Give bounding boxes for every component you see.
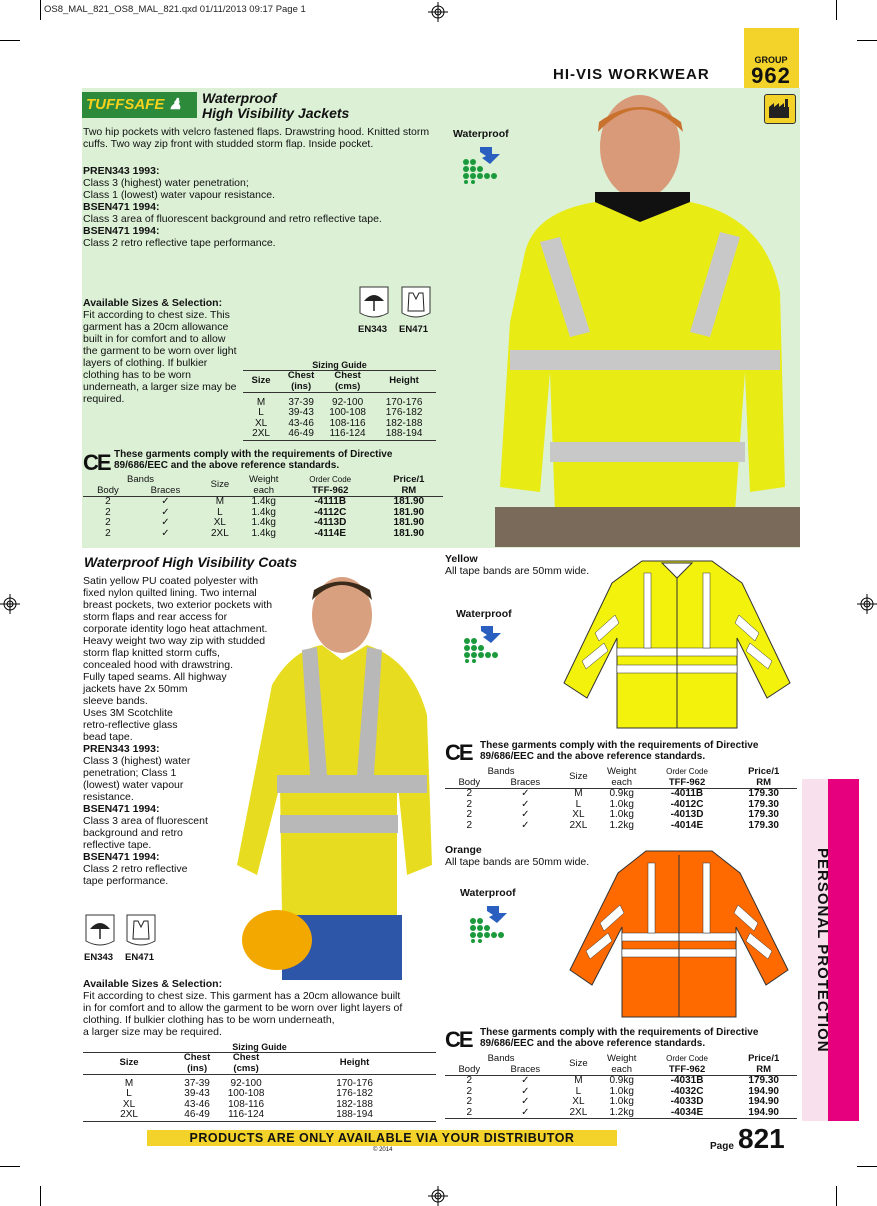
table-row: 2 ✓ M 1.4kg -4111B 181.90 — [105, 496, 425, 507]
footer-banner: PRODUCTS ARE ONLY AVAILABLE VIA YOUR DISTRIBUTOR — [147, 1130, 617, 1146]
std-text: Class 3 area of fluorescent background and retro reflective tape. — [83, 213, 382, 225]
col-header: Price/1 — [748, 1053, 780, 1064]
ce-mark-icon: CE — [445, 1027, 472, 1052]
col-header: Height — [339, 1057, 370, 1069]
orange-heading: Orange — [445, 844, 482, 856]
col-header: TFF-962 — [668, 1063, 706, 1075]
col-header: Weight each — [249, 474, 279, 496]
table-row: 2 ✓ 2XL 1.2kg -4034E 194.90 — [445, 1108, 797, 1119]
umbrella-icon — [84, 913, 116, 949]
orange-subtext: All tape bands are 50mm wide. — [445, 856, 590, 868]
crop-mark — [0, 1166, 20, 1167]
table-row: XL 43-46 108-116 182-188 — [254, 417, 423, 429]
registration-mark-icon — [0, 594, 20, 614]
jacket-sizing-guide — [243, 360, 436, 441]
coat-description: Satin yellow PU coated polyester with fixed nylon quilted lining. Two internal breast pockets, two exterior pockets with storm flaps and rear access for corporate identity logo heat attachment. Heavy weight two way zip with studded storm flap knitted storm cuffs, concealed hood with drawstring. Fully taped seams. All highway jackets have 2x 50mm sleeve bands. Uses 3M Scotchlite retro-reflective glass bead tape. PREN343 1993: Class 3 (highest) water penetration; Class 1 (lowest) water vapour resistance. BSEN471 1994: Class 3 area of fluorescent background and retro reflective tape. BSEN471 1994: Class 2 retro reflective tape performance. — [83, 575, 273, 887]
col-header: Size — [251, 375, 271, 387]
crop-mark — [857, 1166, 877, 1167]
waterproof-icon — [463, 623, 505, 663]
table-row: 2 ✓ XL 1.0kg -4013D 179.30 — [466, 809, 779, 820]
ce-mark-icon: CE — [445, 740, 472, 765]
col-header: Height — [389, 375, 419, 387]
table-row: 2XL 46-49 116-124 188-194 — [83, 1110, 436, 1121]
table-row: 2 ✓ 2XL 1.4kg -4114E 181.90 — [105, 527, 425, 539]
coat-photo — [232, 575, 437, 980]
jacket-description: Two hip pockets with velcro fastened flaps. Drawstring hood. Knitted storm cuffs. Two way zip front with studded storm flap. Inside pocket. — [83, 126, 430, 150]
col-header: Order Code — [309, 475, 352, 484]
group-label: GROUP — [754, 55, 788, 65]
sizing-guide-title: Sizing Guide — [232, 1042, 287, 1052]
orange-order-table — [445, 1054, 797, 1119]
table-row: M 37-39 92-100 170-176 — [256, 396, 423, 408]
col-header: Chest (ins) — [183, 1052, 211, 1074]
icon-label-en343: EN343 — [358, 324, 388, 335]
crop-mark — [0, 40, 20, 41]
copyright: © 2014 — [373, 1147, 393, 1153]
orange-ce-text: These garments comply with the requirements of Directive 89/686/EEC and the above reference standards. — [480, 1027, 759, 1049]
col-header: Order Code — [666, 767, 708, 776]
std-text: Class 2 retro reflective tape performance. — [83, 237, 276, 249]
col-header: Body — [458, 1063, 481, 1075]
yellow-heading: Yellow — [445, 553, 478, 565]
col-header: Chest (cms) — [334, 370, 361, 392]
crop-mark — [40, 0, 41, 20]
side-tab-label: PERSONAL PROTECTION — [814, 847, 831, 1053]
col-header: Size — [210, 479, 230, 491]
col-header: Bands — [487, 766, 515, 777]
coat-title: Waterproof High Visibility Coats — [84, 554, 298, 570]
col-header: Braces — [510, 776, 541, 788]
brand-logo: TUFFSAFE ♟ — [82, 92, 197, 118]
jacket-photo — [495, 92, 800, 547]
col-header: Body — [97, 484, 119, 496]
col-header: Weight each — [606, 766, 637, 788]
jacket-standards — [83, 165, 443, 249]
col-header: Braces — [150, 484, 181, 496]
table-row: 2 ✓ M 0.9kg -4031B 179.30 — [466, 1075, 779, 1086]
col-header: Size — [119, 1057, 139, 1069]
file-header: OS8_MAL_821_OS8_MAL_821.qxd 01/11/2013 09:17 Page 1 — [44, 4, 306, 15]
col-header: Price/1 — [393, 474, 425, 485]
col-header: Body — [458, 776, 481, 788]
col-header: Braces — [510, 1063, 541, 1075]
registration-mark-icon — [857, 594, 877, 614]
col-header: Bands — [487, 1053, 515, 1064]
waterproof-label: Waterproof — [453, 128, 509, 140]
col-header: Price/1 — [748, 766, 780, 777]
vest-icon — [400, 285, 432, 321]
table-row: L 39-43 100-108 176-182 — [258, 407, 423, 418]
col-header: Chest (cms) — [232, 1052, 260, 1074]
sizing-guide-title: Sizing Guide — [312, 360, 367, 370]
table-row: 2 ✓ L 1.0kg -4012C 179.30 — [466, 798, 779, 810]
ce-mark-icon: CE — [83, 450, 110, 475]
umbrella-icon — [358, 285, 390, 321]
table-row: 2 ✓ L 1.4kg -4112C 181.90 — [105, 506, 425, 518]
col-header: Weight each — [606, 1053, 637, 1075]
col-header: TFF-962 — [668, 776, 706, 788]
crop-mark — [836, 1186, 837, 1206]
page-label: Page — [710, 1141, 734, 1152]
yellow-order-table — [445, 767, 797, 831]
table-row: M 37-39 92-100 170-176 — [124, 1077, 373, 1089]
col-header: RM — [401, 484, 417, 496]
sizes-heading: Available Sizes & Selection: — [83, 297, 223, 309]
col-header: Size — [569, 771, 588, 783]
coat-sizes-block: Available Sizes & Selection: Fit according to chest size. This garment has a 20cm allowance built in for comfort and to allow the garment to be worn over light layers of clothing. If bulkier clothing has to be worn underneath, a larger size may be required. — [83, 978, 403, 1038]
sizing-table — [243, 370, 436, 441]
yellow-coat-illustration — [562, 553, 792, 733]
crop-mark — [857, 40, 877, 41]
jacket-order-table — [83, 475, 443, 539]
waterproof-icon — [469, 903, 511, 943]
waterproof-label: Waterproof — [456, 608, 512, 620]
jacket-sizes-block — [83, 297, 238, 405]
table-row: 2 ✓ XL 1.0kg -4033D 194.90 — [466, 1096, 779, 1107]
col-header: Size — [569, 1058, 588, 1070]
yellow-ce-text: These garments comply with the requirements of Directive 89/686/EEC and the above reference standards. — [480, 740, 759, 762]
std-text: Class 1 (lowest) water vapour resistance. — [83, 189, 275, 201]
std-head: BSEN471 1994: — [83, 201, 160, 213]
vest-icon — [125, 913, 157, 949]
std-head: BSEN471 1994: — [83, 225, 160, 237]
coat-sizing-guide — [83, 1042, 436, 1122]
crop-mark — [40, 1186, 41, 1206]
jacket-title-line1: Waterproof — [202, 90, 277, 106]
group-number: 962 — [751, 63, 791, 88]
icon-label-en471: EN471 — [399, 324, 429, 335]
col-header: RM — [756, 1063, 772, 1075]
page-number: 821 — [738, 1123, 785, 1154]
col-header: Order Code — [666, 1054, 708, 1063]
icon-label-en343: EN343 — [84, 952, 114, 963]
jacket-ce-text: These garments comply with the requirements of Directive 89/686/EEC and the above reference standards. — [114, 449, 393, 471]
orange-coat-illustration — [568, 845, 790, 1020]
section-title: HI-VIS WORKWEAR — [553, 66, 710, 83]
table-row: 2XL 46-49 116-124 188-194 — [243, 429, 436, 440]
waterproof-label: Waterproof — [460, 887, 516, 899]
table-row: XL 43-46 108-116 182-188 — [122, 1098, 373, 1110]
std-text: Class 3 (highest) water penetration; — [83, 177, 249, 189]
yellow-subtext: All tape bands are 50mm wide. — [445, 565, 590, 577]
jacket-title — [202, 91, 349, 121]
std-head: PREN343 1993: — [83, 165, 160, 177]
jacket-title-line2: High Visibility Jackets — [202, 105, 350, 121]
table-row: 2 ✓ 2XL 1.2kg -4014E 179.30 — [466, 819, 779, 831]
table-row: 2 ✓ M 0.9kg -4011B 179.30 — [466, 788, 779, 799]
col-header: TFF-962 — [311, 484, 349, 496]
col-header: Bands — [127, 474, 154, 485]
col-header: RM — [756, 776, 772, 788]
registration-mark-icon — [428, 2, 448, 22]
brand-name: TUFFSAFE — [86, 96, 165, 113]
crop-mark — [836, 0, 837, 20]
table-row: L 39-43 100-108 176-182 — [126, 1088, 373, 1099]
table-row: 2 ✓ L 1.0kg -4032C 194.90 — [466, 1085, 779, 1097]
sizes-text: Fit according to chest size. This garment has a 20cm allowance built in for comfort and to allow the garment to be worn over light layers of clothing. If bulkier clothing has to be worn underneath, a larger size may be required. — [83, 309, 237, 405]
col-header: Chest (ins) — [287, 370, 315, 392]
registration-mark-icon — [428, 1186, 448, 1206]
sizing-table — [83, 1052, 436, 1122]
icon-label-en471: EN471 — [125, 952, 155, 963]
table-row: 2 ✓ XL 1.4kg -4113D 181.90 — [105, 517, 425, 528]
